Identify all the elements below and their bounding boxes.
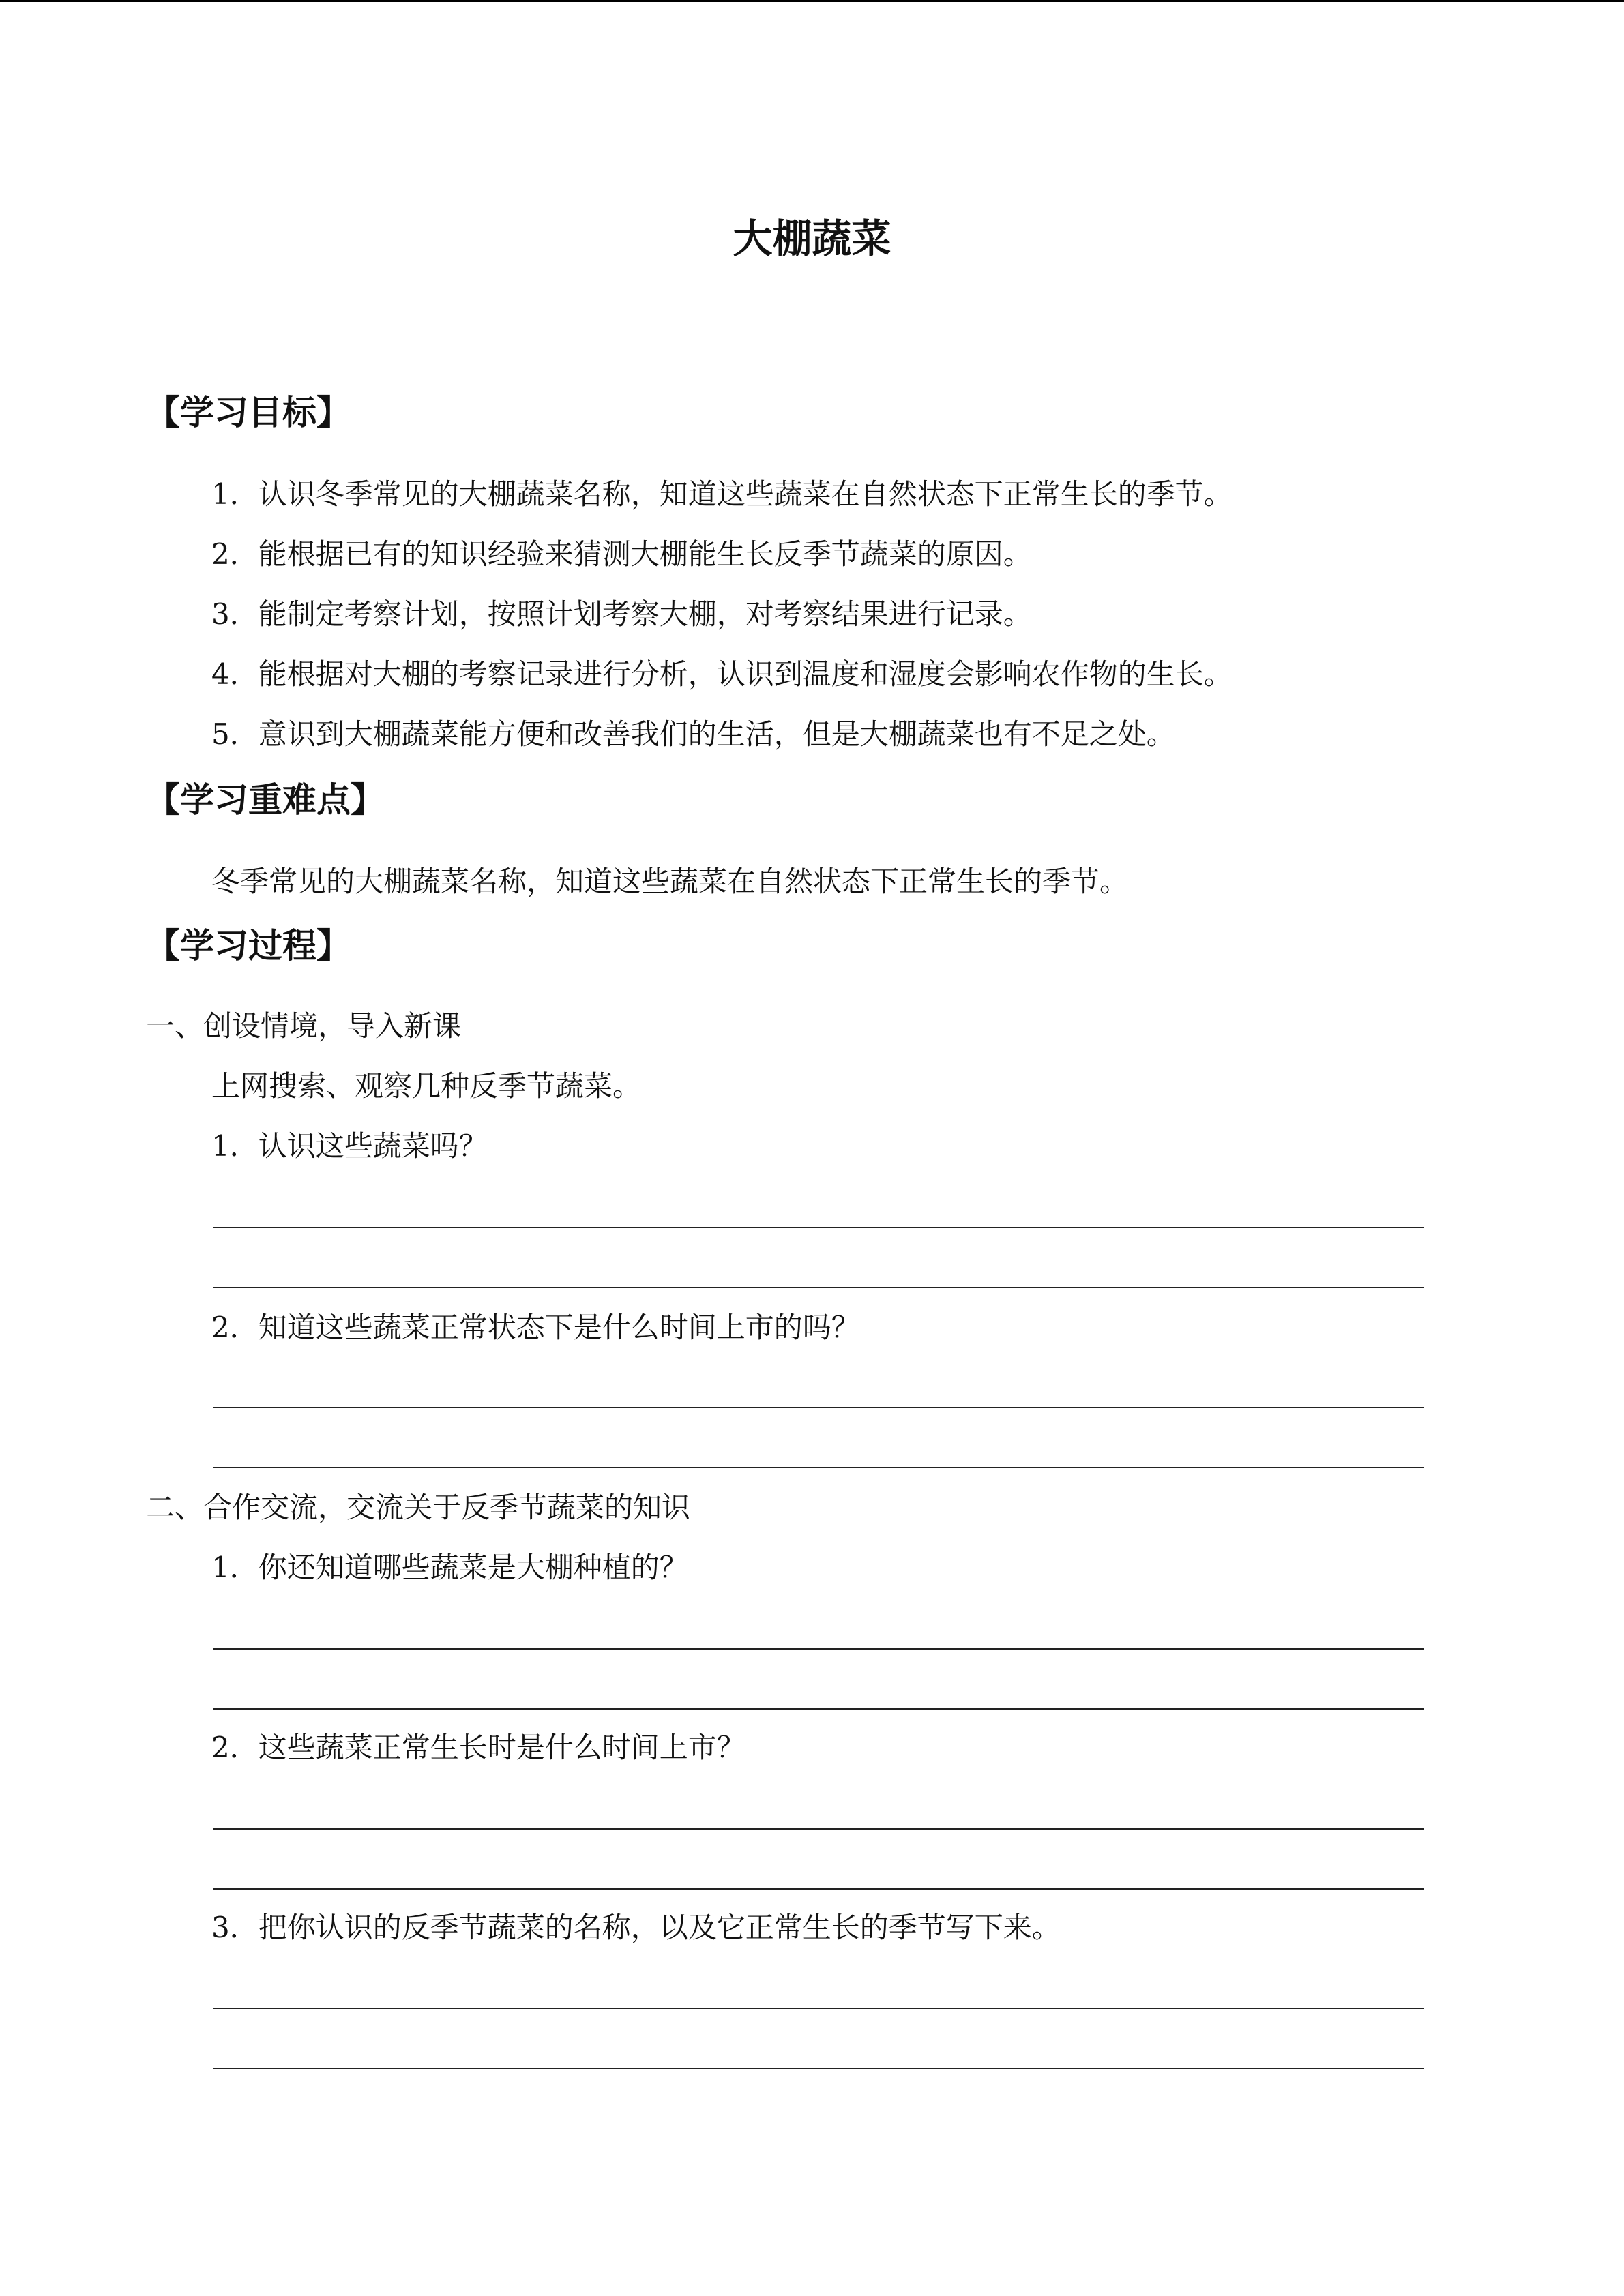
key-points-text: 冬季常见的大棚蔬菜名称，知道这些蔬菜在自然状态下正常生长的季节。	[211, 865, 1129, 898]
answer-line	[213, 1648, 1424, 1650]
objective-item: 2．能根据已有的知识经验来猜测大棚能生长反季节蔬菜的原因。	[211, 537, 1032, 571]
objective-item: 1．认识冬季常见的大棚蔬菜名称，知道这些蔬菜在自然状态下正常生长的季节。	[211, 477, 1232, 511]
objective-item: 3．能制定考察计划，按照计划考察大棚，对考察结果进行记录。	[211, 597, 1032, 631]
answer-line	[213, 1708, 1424, 1710]
answer-line	[213, 1467, 1424, 1468]
answer-line	[213, 1888, 1424, 1890]
part2-question: 1．你还知道哪些蔬菜是大棚种植的？	[211, 1551, 688, 1584]
answer-line	[213, 1287, 1424, 1288]
key-points-heading: 【学习重难点】	[146, 780, 385, 820]
answer-line	[213, 2068, 1424, 2069]
objective-item: 4．能根据对大棚的考察记录进行分析，认识到温度和湿度会影响农作物的生长。	[211, 657, 1232, 691]
page-title: 大棚蔬菜	[733, 215, 891, 262]
part1-question: 1．认识这些蔬菜吗？	[211, 1129, 488, 1163]
part2-question: 2．这些蔬菜正常生长时是什么时间上市？	[211, 1731, 745, 1764]
page-top-border	[0, 0, 1624, 2]
part2-question: 3．把你认识的反季节蔬菜的名称，以及它正常生长的季节写下来。	[211, 1911, 1061, 1944]
part1-title: 一、创设情境，导入新课	[146, 1009, 462, 1043]
answer-line	[213, 1227, 1424, 1228]
answer-line	[213, 2008, 1424, 2009]
objectives-heading: 【学习目标】	[146, 393, 351, 432]
answer-line	[213, 1828, 1424, 1830]
objective-item: 5．意识到大棚蔬菜能方便和改善我们的生活，但是大棚蔬菜也有不足之处。	[211, 717, 1175, 751]
part2-title: 二、合作交流，交流关于反季节蔬菜的知识	[146, 1491, 691, 1524]
part1-question: 2．知道这些蔬菜正常状态下是什么时间上市的吗？	[211, 1311, 860, 1344]
process-heading: 【学习过程】	[146, 926, 351, 966]
part1-intro: 上网搜索、观察几种反季节蔬菜。	[211, 1069, 642, 1103]
answer-line	[213, 1407, 1424, 1408]
